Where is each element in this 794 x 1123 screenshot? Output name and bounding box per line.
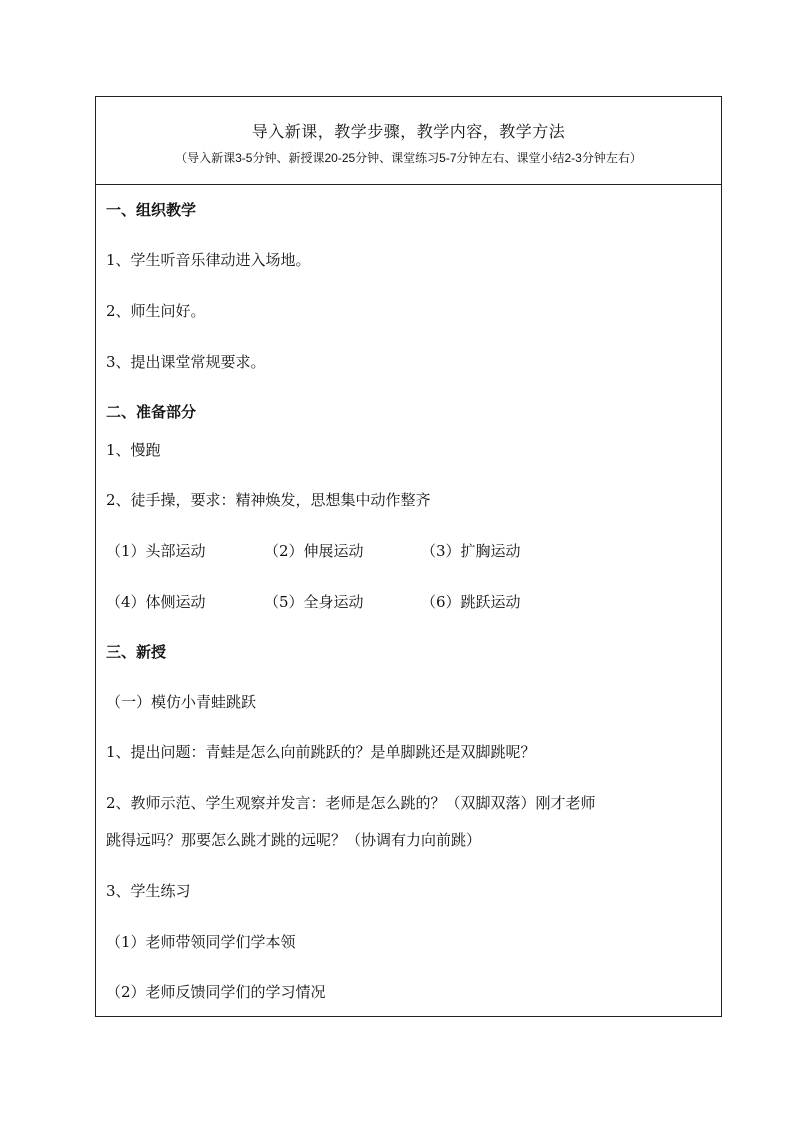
section-title-prepare: 二、准备部分 — [106, 403, 197, 421]
section-title-organize: 一、组织教学 — [106, 201, 197, 219]
subsection-title: （一）模仿小青蛙跳跃 — [106, 693, 257, 711]
list-item: 3、提出课堂常规要求。 — [106, 353, 266, 371]
exercise-item: （3）扩胸运动 — [421, 542, 521, 560]
exercise-item: （4）体侧运动 — [106, 593, 206, 611]
header-subtitle: （导入新课3-5分钟、新授课20-25分钟、课堂练习5-7分钟左右、课堂小结2-3分钟左右） — [175, 151, 642, 165]
list-item: 1、学生听音乐律动进入场地。 — [106, 251, 311, 269]
list-item: 1、提出问题：青蛙是怎么向前跳跃的？是单脚跳还是双脚跳呢？ — [106, 743, 536, 761]
exercise-item: （6）跳跃运动 — [421, 593, 521, 611]
list-item: （1）老师带领同学们学本领 — [106, 933, 296, 951]
lesson-plan-table — [95, 96, 722, 1017]
list-item: 2、徒手操，要求：精神焕发，思想集中动作整齐 — [106, 491, 431, 509]
list-item: 1、慢跑 — [106, 441, 161, 459]
list-item: 3、学生练习 — [106, 882, 191, 900]
header-title: 导入新课，教学步骤，教学内容，教学方法 — [251, 124, 566, 141]
exercise-item: （5）全身运动 — [264, 593, 364, 611]
exercise-item: （2）伸展运动 — [264, 542, 364, 560]
list-item: 2、师生问好。 — [106, 302, 206, 320]
list-item: 2、教师示范、学生观察并发言：老师是怎么跳的？（双脚双落）刚才老师 — [106, 794, 596, 812]
list-item: 跳得远吗？那要怎么跳才跳的远呢？（协调有力向前跳） — [106, 831, 482, 849]
section-title-new: 三、新授 — [106, 643, 167, 661]
table-header — [96, 97, 721, 185]
exercise-item: （1）头部运动 — [106, 542, 206, 560]
list-item: （2）老师反馈同学们的学习情况 — [106, 983, 326, 1001]
